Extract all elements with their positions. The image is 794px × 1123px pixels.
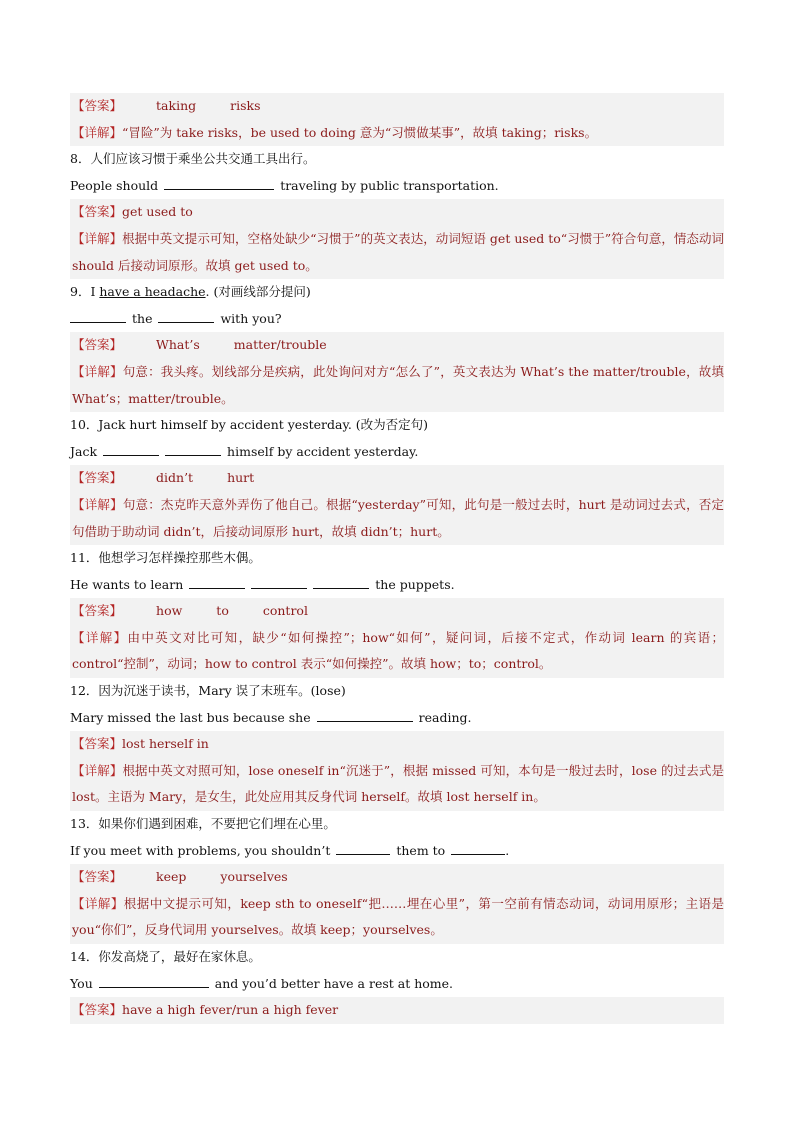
answer-blank[interactable] (158, 311, 214, 323)
answer-value: matter/trouble (233, 337, 327, 353)
answer-tag: 【答案】 (72, 1002, 123, 1018)
underlined-phrase: have a headache (99, 284, 206, 300)
question-sentence (70, 971, 724, 998)
answer-value: taking (156, 98, 197, 113)
question-sentence (70, 173, 724, 200)
sentence-part: If you meet with problems, you shouldn’t (70, 842, 331, 858)
sentence-part: . (505, 842, 510, 858)
answer-tag: 【答案】 (72, 98, 123, 113)
question-sentence (70, 306, 724, 333)
sentence-part: You (70, 975, 93, 991)
answer-tag: 【答案】 (72, 736, 123, 752)
answer-row (70, 997, 724, 1024)
answer-blank[interactable] (189, 577, 245, 589)
answer-block (70, 598, 724, 678)
answer-value: to (216, 603, 229, 619)
answer-blank[interactable] (251, 577, 307, 589)
question-prompt (70, 412, 724, 439)
answer-row (70, 465, 724, 492)
answer-tag: 【答案】 (72, 470, 123, 486)
question-text: 如果你们遇到困难，不要把它们埋在心里。 (98, 816, 336, 832)
question-prompt (70, 545, 724, 572)
answer-value: control (262, 603, 308, 619)
detail-row (70, 891, 724, 944)
answer-row (70, 598, 724, 625)
detail-text: 根据中英文对照可知，lose oneself in“沉迷于”，根据 missed 可知，本句是一般过去时，lose 的过去式是 lost。主语为 Mary，是女生，此处应用其反身代词 herself。故填 lost herself in。 (72, 762, 724, 805)
detail-row (70, 359, 724, 412)
answer-row (70, 332, 724, 359)
question-sentence (70, 705, 724, 732)
detail-text: 由中英文对比可知，缺少“如何操控”；how“如何”，疑问词，后接不定式，作动词 learn 的宾语；control“控制”，动词；how to control 表示“如何操控”。故填 how；to；control。 (72, 629, 724, 672)
answer-block (70, 997, 724, 1024)
answer-blank[interactable] (70, 311, 126, 323)
detail-row (70, 758, 724, 811)
detail-tag: 【详解】 (72, 230, 123, 246)
answer-value: risks (230, 98, 261, 113)
detail-tag: 【详解】 (72, 496, 123, 512)
question-number: 10． (70, 417, 99, 433)
sentence-part: reading. (418, 709, 472, 725)
sentence-part: himself by accident yesterday. (227, 443, 419, 459)
answer-tag: 【答案】 (72, 337, 123, 353)
detail-tag: 【详解】 (72, 762, 123, 778)
question-prompt (70, 146, 724, 173)
question-number: 11． (70, 550, 99, 566)
detail-tag: 【详解】 (72, 363, 123, 379)
question-text: 他想学习怎样操控那些木偶。 (98, 550, 261, 566)
answer-blank[interactable] (103, 444, 159, 456)
question-text: Jack hurt himself by accident yesterday. (改为否定句) (98, 417, 429, 433)
worksheet-page (70, 93, 724, 1024)
sentence-part: them to (396, 842, 446, 858)
sentence-part: Jack (70, 443, 98, 459)
detail-row (70, 120, 724, 147)
sentence-part: the puppets. (375, 576, 455, 592)
detail-tag: 【详解】 (72, 629, 128, 645)
answer-value: hurt (227, 470, 255, 486)
answer-row (70, 93, 724, 120)
sentence-part: traveling by public transportation. (280, 177, 499, 193)
answer-value: have a high fever/run a high fever (122, 1002, 339, 1018)
answer-block (70, 731, 724, 811)
detail-text: 根据中文提示可知，keep sth to oneself“把……埋在心里”，第一空前有情态动词，动词用原形；主语是 you“你们”，反身代词用 yourselves。故填 keep；yourselves。 (72, 895, 724, 938)
answer-row (70, 199, 724, 226)
detail-text: 根据中英文提示可知，空格处缺少“习惯于”的英文表达，动词短语 get used to“习惯于”符合句意，情态动词 should 后接动词原形。故填 get used to。 (72, 230, 724, 273)
question-prompt (70, 944, 724, 971)
detail-row (70, 625, 724, 678)
sentence-part: He wants to learn (70, 576, 184, 592)
answer-value: yourselves (220, 869, 288, 885)
answer-tag: 【答案】 (72, 204, 123, 220)
answer-tag: 【答案】 (72, 869, 123, 885)
question-prompt (70, 678, 724, 705)
answer-value: What’s (156, 337, 200, 353)
answer-block (70, 199, 724, 279)
answer-blank[interactable] (336, 843, 390, 855)
answer-row (70, 864, 724, 891)
answer-block (70, 93, 724, 146)
question-number: 12． (70, 683, 99, 699)
question-text: 人们应该习惯于乘坐公共交通工具出行。 (90, 151, 316, 167)
sentence-part: People should (70, 177, 159, 193)
answer-value: lost herself in (122, 736, 209, 752)
question-text: . (对画线部分提问) (205, 284, 311, 300)
detail-row (70, 226, 724, 279)
answer-block (70, 332, 724, 412)
answer-block (70, 465, 724, 545)
answer-blank[interactable] (99, 976, 209, 988)
question-text: 你发高烧了，最好在家休息。 (98, 949, 261, 964)
answer-block (70, 864, 724, 944)
answer-blank[interactable] (317, 710, 413, 722)
question-number: 13． (70, 816, 99, 832)
detail-text: 句意：杰克昨天意外弄伤了他自己。根据“yesterday”可知，此句是一般过去时，hurt 是动词过去式，否定句借助于助动词 didn’t，后接动词原形 hurt，故填 didn’t；hurt。 (72, 496, 724, 539)
answer-tag: 【答案】 (72, 603, 123, 619)
sentence-part: the (132, 310, 153, 326)
question-text: 因为沉迷于读书，Mary 误了末班车。(lose) (98, 683, 346, 699)
answer-value: keep (156, 869, 187, 885)
sentence-part: with you? (220, 310, 282, 326)
detail-text: 句意：我头疼。划线部分是疾病，此处询问对方“怎么了”，英文表达为 What’s the matter/trouble，故填 What’s；matter/trouble。 (72, 363, 724, 406)
answer-value: get used to (122, 204, 193, 220)
answer-blank[interactable] (313, 577, 369, 589)
answer-value: didn’t (156, 470, 194, 486)
answer-blank[interactable] (165, 444, 221, 456)
question-sentence (70, 572, 724, 599)
detail-tag: 【详解】 (72, 124, 123, 140)
detail-tag: 【详解】 (72, 895, 124, 911)
detail-text: “冒险”为 take risks，be used to doing 意为“习惯做某事”，故填 taking；risks。 (122, 124, 598, 140)
question-sentence (70, 439, 724, 466)
question-prompt (70, 811, 724, 838)
answer-value: how (156, 603, 183, 619)
question-prompt (70, 279, 724, 306)
answer-blank[interactable] (451, 843, 505, 855)
question-number: 8． (70, 151, 91, 167)
sentence-part: and you’d better have a rest at home. (214, 975, 454, 991)
question-sentence (70, 838, 724, 865)
question-number: 9． (70, 284, 91, 300)
sentence-part: Mary missed the last bus because she (70, 709, 311, 725)
detail-row (70, 492, 724, 545)
question-text: I (90, 284, 100, 300)
answer-blank[interactable] (164, 178, 274, 190)
question-number: 14． (70, 949, 99, 964)
answer-row (70, 731, 724, 758)
